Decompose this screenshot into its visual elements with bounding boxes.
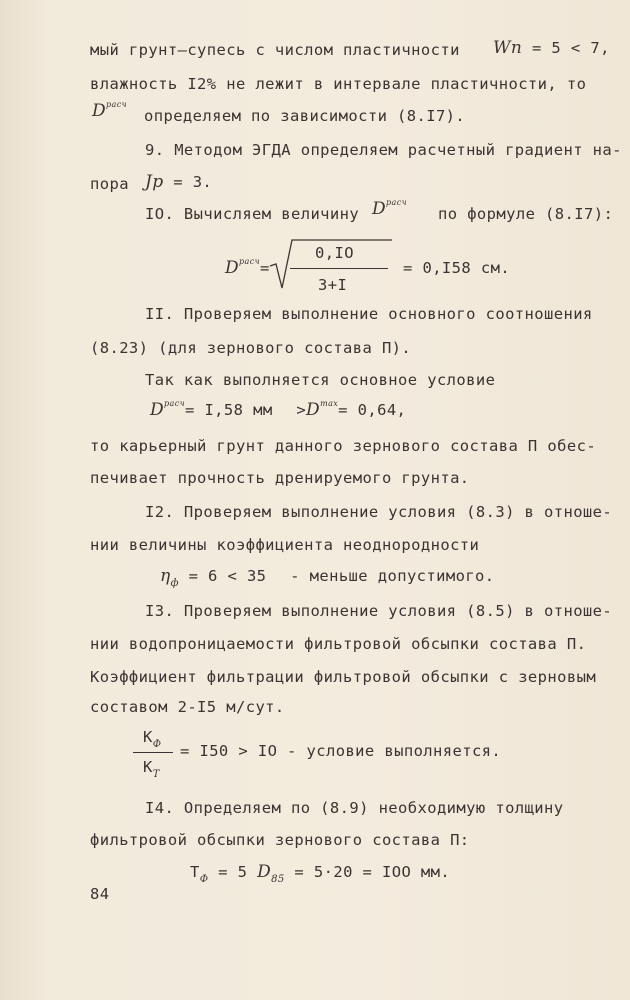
text-line-6: IO. Вычисляем величину — [145, 205, 360, 223]
formula-eta: $\eta_ф = 6 < 35$ - меньше допустимого. — [160, 566, 495, 589]
text-line-4: 9. Методом ЭГДА определяем расчетный градиент на- — [145, 141, 622, 159]
text-line-1: мый грунт–супесь с числом пластичности — [90, 41, 460, 59]
plasticity-formula: Wп = 5 < 7, — [493, 38, 610, 58]
formula-sqrt-lhs: $D^{расч}=$ — [225, 257, 270, 278]
text-line-7: по формуле (8.I7): — [438, 205, 614, 223]
text-line-11: то карьерный грунт данного зернового состава П обес- — [90, 437, 597, 455]
fraction-bar-1 — [290, 268, 388, 269]
d-rost-symbol: $D^{расч}$ — [92, 100, 127, 121]
sqrt-numerator: 0,IO — [315, 244, 354, 262]
formula-k-ratio: = I50 > IO - условие выполняется. — [180, 742, 502, 760]
formula-thickness: $Т_Ф = 5$ $D_{85} = 5\cdot 20$ = IOO мм. — [190, 862, 451, 885]
text-line-15: I3. Проверяем выполнение условия (8.5) в отноше- — [145, 602, 613, 620]
text-line-13: I2. Проверяем выполнение условия (8.3) в отноше- — [145, 503, 613, 521]
text-line-9: (8.23) (для зернового состава П). — [90, 339, 412, 357]
text-line-19: I4. Определяем по (8.9) необходимую толщину — [145, 799, 564, 817]
text-line-20: фильтровой обсыпки зернового состава П: — [90, 831, 470, 849]
formula-sqrt-result: = 0,I58 см. — [403, 259, 511, 277]
k-denominator: $К_Т$ — [143, 758, 160, 780]
text-line-18: составом 2-I5 м/сут. — [90, 698, 285, 716]
page-number: 84 — [90, 885, 110, 903]
k-numerator: $К_Ф$ — [143, 728, 162, 750]
text-line-3: определяем по зависимости (8.I7). — [144, 107, 466, 125]
text-line-5: пора — [90, 175, 129, 193]
text-line-10: Так как выполняется основное условие — [145, 371, 496, 389]
formula-condition: $D^{расч}= I,58$ мм $>D^{max}= 0,64$, — [150, 399, 407, 420]
text-line-16: нии водопроницаемости фильтровой обсыпки состава П. — [90, 635, 587, 653]
text-line-17: Коэффициент фильтрации фильтровой обсыпки с зерновым — [90, 668, 597, 686]
text-line-2: влажность I2% не лежит в интервале пластичности, то — [90, 75, 587, 93]
d-rost-symbol-2: $D^{расч}$ — [372, 198, 407, 219]
text-line-14: нии величины коэффициента неоднородности — [90, 536, 480, 554]
sqrt-denominator: 3+I — [318, 276, 348, 294]
text-line-8: II. Проверяем выполнение основного соотношения — [145, 305, 593, 323]
text-line-12: печивает прочность дренируемого грунта. — [90, 469, 470, 487]
fraction-bar-2 — [133, 752, 173, 753]
gradient-formula: Jр = 3. — [145, 172, 213, 192]
